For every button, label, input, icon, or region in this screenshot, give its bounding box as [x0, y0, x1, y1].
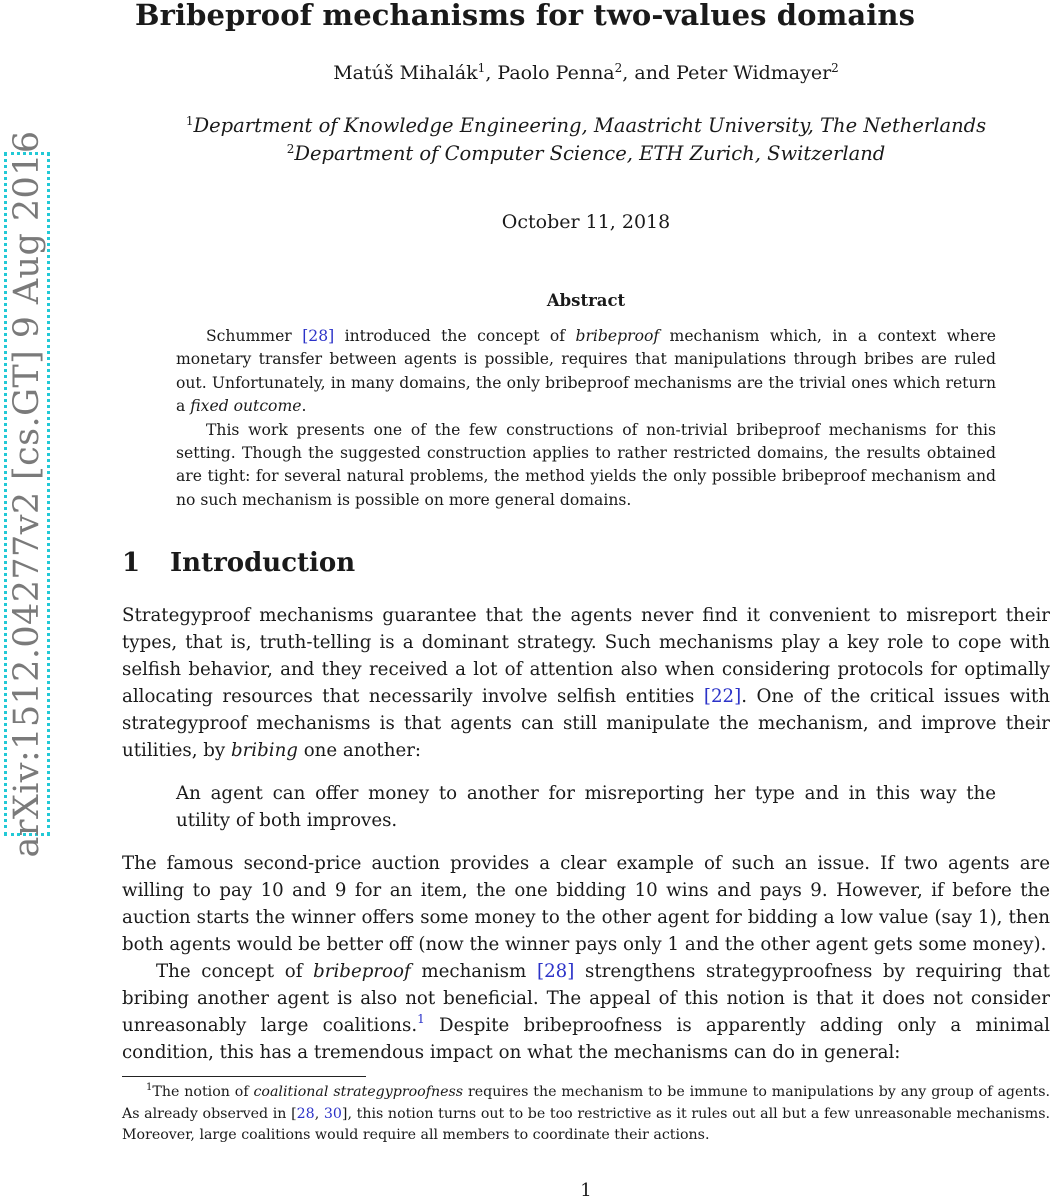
- abstract-paragraph: [176, 325, 996, 419]
- body-text: . One of the critical issues with strategyproof mechanisms is that agents can still manipulate the mechanism, and improve their utilities, by: [122, 686, 1050, 761]
- abstract-body: [176, 325, 996, 512]
- body-text: one another:: [297, 740, 422, 761]
- body-text: mechanism: [410, 961, 537, 982]
- body-paragraph: [122, 602, 1050, 764]
- emphasis-text: bribeproof: [575, 327, 660, 345]
- body-text: The concept of: [156, 961, 314, 982]
- footnote-text: , this notion turns out to be too restrictive as it rules out all but a few unreasonable mechanisms. Moreover, large coalitions would require all members to coordinate their actions.: [122, 1105, 1050, 1143]
- page-number: 1: [580, 1180, 592, 1201]
- footnote-text: requires the mechanism to be immune to manipulations by any group of agents. As already observed in: [122, 1084, 1050, 1122]
- body-text: Strategyproof mechanisms guarantee that the agents never find it convenient to misreport their types, that is, truth-telling is a dominant strategy. Such mechanisms play a key role to cope with selfish behavior, and they received a lot of attention also when considering protocols for optimally allocating resources that necessarily involve selfish entities: [122, 605, 1050, 707]
- author-separator: ,: [485, 62, 498, 84]
- body-paragraph: [122, 958, 1050, 1066]
- author-name: Peter Widmayer: [676, 62, 832, 84]
- affiliation-marker: 1: [185, 114, 194, 128]
- block-quote: An agent can offer money to another for misreporting her type and in this way the utility of both improves.: [176, 783, 996, 831]
- footnote-paragraph: [122, 1082, 1050, 1147]
- affiliation-text: Department of Computer Science, ETH Zurich, Switzerland: [294, 142, 886, 165]
- emphasis-text: coalitional strategyproofness: [253, 1084, 464, 1100]
- section-heading: [122, 548, 355, 578]
- emphasis-text: fixed outcome: [190, 397, 302, 416]
- paper-title: Bribeproof mechanisms for two-values domains: [134, 0, 916, 32]
- abstract-text: .: [301, 397, 307, 416]
- abstract-text: Schummer: [206, 327, 303, 345]
- abstract-text: introduced the concept of: [334, 327, 576, 345]
- author-name: Paolo Penna: [497, 62, 615, 84]
- citation-link[interactable]: 28: [296, 1105, 315, 1122]
- footnote-text: The notion of: [152, 1084, 254, 1100]
- section-number: 1: [122, 548, 141, 578]
- author-list: [0, 62, 1050, 84]
- citation-link[interactable]: 30: [323, 1105, 342, 1122]
- section-title: Introduction: [170, 548, 356, 578]
- arxiv-stamp: arXiv:1512.04277v2 [cs.GT] 9 Aug 2016: [7, 130, 47, 858]
- footnote-link[interactable]: 1: [417, 1012, 425, 1026]
- affiliation-marker: 2: [286, 142, 295, 156]
- citation-link[interactable]: [28]: [536, 961, 575, 982]
- affiliation-2: [176, 142, 996, 165]
- body-text: strengthens strategyproofness by requiring that bribing another agent is also not beneficial. The appeal of this notion is that it does not consider unreasonably large coalitions.: [122, 961, 1050, 1036]
- author-affiliation-marker: 1: [477, 61, 486, 75]
- body-text: Despite bribeproofness is apparently adding only a minimal condition, this has a tremendous impact on what the mechanisms can do in general:: [122, 1015, 1050, 1063]
- author-affiliation-marker: 2: [831, 61, 839, 75]
- footnote-divider: [122, 1076, 366, 1077]
- footnote-number: 1: [146, 1082, 153, 1093]
- author-name: Matúš Mihalák: [333, 62, 478, 84]
- paper-date: October 11, 2018: [501, 211, 671, 233]
- abstract-paragraph: This work presents one of the few constructions of non-trivial bribeproof mechanisms for this setting. Though the suggested construction applies to rather restricted domains, the results obtained are tight: for several natural problems, the method yields the only possible bribeproof mechanism and no such mechanism is possible on more general domains.: [176, 420, 996, 509]
- citation-link[interactable]: [28]: [302, 327, 335, 345]
- emphasis-text: bribeproof: [313, 961, 411, 982]
- affiliation-1: [176, 114, 996, 137]
- body-paragraph: The famous second-price auction provides a clear example of such an issue. If two agents are willing to pay 10 and 9 for an item, the one bidding 10 wins and pays 9. However, if before the auction starts the winner offers some money to the other agent for bidding a low value (say 1), then both agents would be better off (now the winner pays only 1 and the other agent gets some money).: [122, 853, 1050, 955]
- emphasis-text: bribing: [230, 740, 298, 761]
- abstract-heading: Abstract: [546, 291, 626, 310]
- author-affiliation-marker: 2: [614, 61, 623, 75]
- footnote-text: [: [291, 1105, 297, 1122]
- abstract-text: mechanism which, in a context where monetary transfer between agents is possible, requires that manipulations through bribes are ruled out. Unfortunately, in many domains, the only bribeproof mechanisms are the trivial ones which return a: [176, 327, 997, 416]
- affiliation-text: Department of Knowledge Engineering, Maastricht University, The Netherlands: [193, 114, 987, 137]
- footnote-text: ,: [314, 1105, 324, 1122]
- author-separator: , and: [622, 62, 677, 84]
- citation-link[interactable]: [22]: [703, 686, 742, 707]
- intro-body: [122, 602, 1050, 1066]
- footnote-text: ]: [341, 1105, 348, 1122]
- footnote: [122, 1082, 1050, 1147]
